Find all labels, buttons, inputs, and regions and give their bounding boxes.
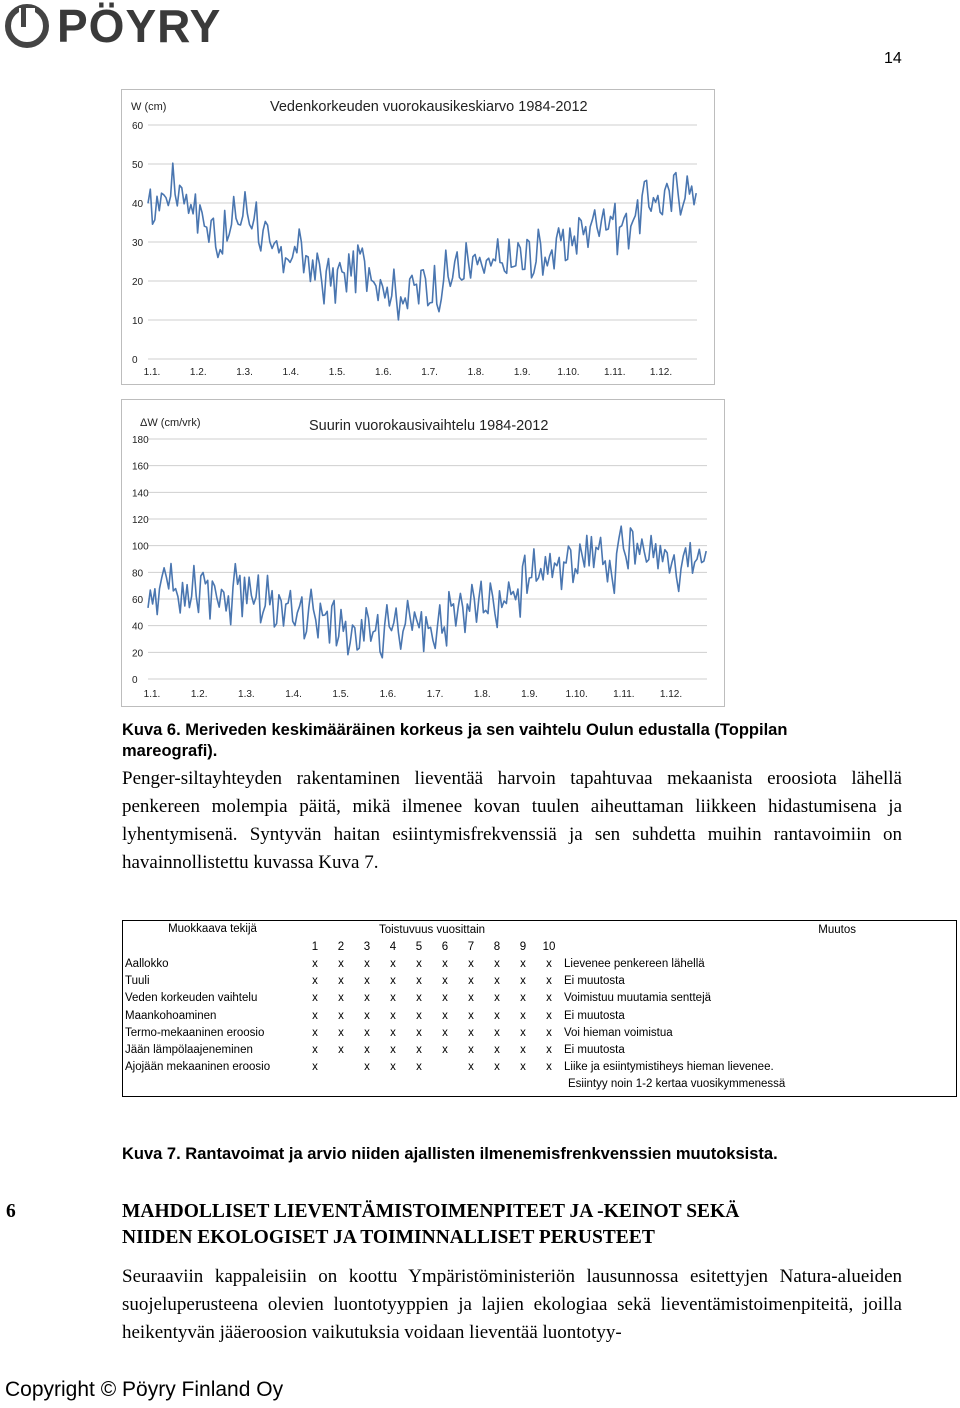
chart1-y-tick-label: 40 — [132, 199, 144, 210]
row-mark: x — [468, 975, 474, 988]
section-title-line-1: MAHDOLLISET LIEVENTÄMISTOIMENPITEET JA -KEINOT SEKÄ — [122, 1201, 740, 1222]
row-mark: x — [364, 957, 370, 970]
freq-number: 2 — [337, 940, 345, 953]
row-mark: x — [338, 1043, 344, 1056]
table-header-row — [123, 921, 957, 939]
row-change: Voimistuu muutamia senttejä — [564, 992, 712, 1005]
row-change: Ei muutosta — [564, 1009, 625, 1022]
chart1-x-tick-label: 1.5. — [328, 367, 346, 378]
row-mark — [328, 1059, 354, 1076]
row-mark: x — [416, 992, 422, 1005]
row-mark: x — [364, 1026, 370, 1039]
row-mark: x — [442, 957, 448, 970]
row-mark: x — [390, 1061, 396, 1074]
freq-number: 4 — [389, 940, 397, 953]
row-mark: x — [338, 1009, 344, 1022]
chart1-plot — [122, 90, 714, 384]
row-mark: x — [494, 1043, 500, 1056]
chart2-y-tick-label: 100 — [132, 541, 149, 553]
row-mark: x — [442, 975, 448, 988]
row-change: Liike ja esiintymistiheys hieman lievenee. — [564, 1061, 774, 1074]
chart1-x-tick-label: 1.12. — [649, 367, 673, 378]
row-mark: x — [364, 1061, 370, 1074]
row-mark: x — [312, 957, 318, 970]
row-mark: x — [312, 992, 318, 1005]
row-mark: x — [390, 1009, 396, 1022]
row-factor: Veden korkeuden vaihtelu — [125, 992, 258, 1005]
chart2-y-tick-label: 140 — [132, 488, 149, 500]
row-mark: x — [520, 1026, 526, 1039]
company-logo — [5, 0, 222, 52]
table-row — [123, 1059, 957, 1076]
chart1-y-tick-label: 10 — [132, 316, 144, 327]
chart2-y-tick-label: 0 — [132, 675, 138, 686]
row-mark: x — [416, 1009, 422, 1022]
header-frequency: Toistuvuus vuosittain — [378, 923, 486, 936]
row-mark: x — [442, 1043, 448, 1056]
row-change: Voi hieman voimistua — [564, 1026, 673, 1039]
row-mark: x — [494, 1026, 500, 1039]
row-mark: x — [416, 975, 422, 988]
row-mark: x — [390, 1043, 396, 1056]
chart1-x-tick-label: 1.1. — [143, 367, 161, 378]
page-number: 14 — [884, 50, 902, 67]
row-factor: Jään lämpölaajeneminen — [125, 1043, 253, 1056]
copyright-footer: Copyright © Pöyry Finland Oy — [5, 1378, 284, 1401]
freq-number: 8 — [493, 940, 501, 953]
chart2-x-tick-label: 1.12. — [659, 689, 683, 700]
chart2-y-tick-label: 120 — [132, 515, 149, 526]
row-mark: x — [312, 1061, 318, 1074]
chart1-y-tick-label: 30 — [132, 238, 144, 249]
table-note: Esiintyy noin 1-2 kertaa vuosikymmenessä — [568, 1078, 786, 1091]
chart2-x-tick-label: 1.2. — [190, 689, 208, 700]
row-factor: Tuuli — [125, 975, 150, 988]
table-note-row — [123, 1076, 957, 1097]
logo-text: PÖYRY — [57, 0, 222, 52]
row-mark: x — [546, 975, 552, 988]
chart2-x-tick-label: 1.4. — [285, 689, 302, 700]
chart1-x-tick-label: 1.11. — [603, 367, 626, 378]
row-mark: x — [364, 975, 370, 988]
row-mark: x — [364, 1009, 370, 1022]
row-mark: x — [468, 1061, 474, 1074]
chart2-x-tick-label: 1.11. — [613, 689, 635, 700]
row-mark: x — [442, 992, 448, 1005]
chart2-x-tick-label: 1.1. — [143, 689, 161, 700]
row-mark: x — [468, 957, 474, 970]
row-factor: Aallokko — [125, 957, 169, 970]
chart1-x-tick-label: 1.10. — [557, 367, 580, 378]
row-mark: x — [546, 1043, 552, 1056]
row-mark: x — [520, 1061, 526, 1074]
row-mark: x — [546, 957, 552, 970]
row-mark: x — [416, 1061, 422, 1074]
section-number: 6 — [6, 1201, 16, 1222]
chart1-x-tick-label: 1.4. — [282, 367, 300, 378]
header-change: Muutos — [818, 923, 856, 936]
row-mark: x — [546, 1009, 552, 1022]
row-mark: x — [312, 1026, 318, 1039]
chart1-unit-label: W (cm) — [131, 101, 167, 113]
chart2-y-tick-label: 20 — [132, 648, 144, 660]
row-mark: x — [390, 992, 396, 1005]
chart2-plot — [122, 400, 724, 706]
chart1-title: Vedenkorkeuden vuorokausikeskiarvo 1984-2012 — [270, 99, 588, 115]
row-mark: x — [416, 1043, 422, 1056]
chart1-x-tick-label: 1.6. — [375, 367, 392, 378]
chart2-x-tick-label: 1.7. — [426, 689, 444, 700]
row-mark: x — [442, 1009, 448, 1022]
row-mark: x — [494, 1009, 500, 1022]
row-mark: x — [338, 992, 344, 1005]
row-mark: x — [312, 975, 318, 988]
row-factor: Maankohoaminen — [125, 1009, 217, 1022]
chart2-x-tick-label: 1.8. — [473, 689, 491, 700]
row-mark: x — [546, 1061, 552, 1074]
chart2-x-tick-label: 1.10. — [565, 689, 588, 700]
row-mark: x — [546, 992, 552, 1005]
chart1-y-tick-label: 20 — [132, 277, 144, 288]
row-mark: x — [468, 1009, 474, 1022]
row-change: Ei muutosta — [564, 975, 625, 988]
table-row — [123, 973, 957, 990]
row-mark: x — [520, 975, 526, 988]
row-mark: x — [494, 992, 500, 1005]
row-mark: x — [442, 1026, 448, 1039]
row-mark: x — [520, 992, 526, 1005]
row-mark: x — [364, 992, 370, 1005]
chart2-unit-label: ΔW (cm/vrk) — [140, 417, 201, 429]
chart1-x-tick-label: 1.2. — [189, 367, 207, 378]
freq-number: 6 — [441, 940, 449, 953]
freq-number: 7 — [467, 940, 475, 953]
chart2-x-tick-label: 1.6. — [379, 689, 397, 700]
paragraph-2: Seuraaviin kappaleisiin on koottu Ympäristöministeriön lausunnossa esitettyjen Natura-alueiden suojeluperusteena olevien luontotyyppien ja lajien ekologiaa sekä lieventämistoimenpiteitä, joilla heikentyvän jääeroosion vaikutuksia voidaan lieventää luontotyy- — [122, 1266, 902, 1343]
chart2-y-tick-label: 180 — [132, 435, 149, 446]
row-mark: x — [416, 1026, 422, 1039]
chart1-x-tick-label: 1.8. — [467, 367, 485, 378]
freq-number: 5 — [415, 940, 423, 953]
row-mark: x — [468, 992, 474, 1005]
chart1-x-tick-label: 1.3. — [236, 367, 253, 378]
row-mark: x — [338, 975, 344, 988]
poyry-logo-icon — [5, 4, 49, 48]
table-row — [123, 1024, 957, 1041]
header-factor: Muokkaava tekijä — [168, 923, 257, 935]
row-change: Ei muutosta — [564, 1043, 625, 1056]
row-mark: x — [494, 1061, 500, 1074]
row-mark: x — [312, 1009, 318, 1022]
row-mark: x — [468, 1043, 474, 1056]
chart2-y-tick-label: 160 — [132, 461, 149, 473]
row-mark: x — [494, 957, 500, 970]
freq-number: 10 — [542, 940, 556, 953]
row-mark: x — [338, 957, 344, 970]
row-mark: x — [520, 957, 526, 970]
chart2-x-tick-label: 1.5. — [332, 689, 350, 700]
row-change: Lievenee penkereen lähellä — [564, 957, 705, 970]
water-level-chart — [121, 89, 715, 385]
row-factor: Termo-mekaaninen eroosio — [125, 1026, 265, 1039]
chart1-y-tick-label: 0 — [132, 355, 138, 366]
section-title-line-2: NIIDEN EKOLOGISET JA TOIMINNALLISET PERUSTEET — [122, 1227, 655, 1248]
chart2-y-tick-label: 80 — [132, 568, 144, 580]
chart2-x-tick-label: 1.3. — [238, 689, 255, 700]
row-factor: Ajojään mekaaninen eroosio — [125, 1061, 271, 1074]
table-row — [123, 1041, 957, 1058]
freq-number: 3 — [363, 940, 371, 953]
row-mark: x — [364, 1043, 370, 1056]
freq-number: 9 — [519, 940, 527, 953]
figure-7-caption: Kuva 7. Rantavoimat ja arvio niiden ajallisten ilmenemisfrenkvenssien muutoksista. — [122, 1145, 778, 1163]
chart1-x-tick-label: 1.7. — [421, 367, 438, 378]
row-mark: x — [338, 1026, 344, 1039]
row-mark: x — [494, 975, 500, 988]
figure-6-caption: Kuva 6. Meriveden keskimääräinen korkeus ja sen vaihtelu Oulun edustalla (Toppilan mareografi). — [122, 721, 788, 760]
chart2-x-tick-label: 1.9. — [521, 689, 538, 700]
row-mark: x — [390, 975, 396, 988]
row-mark — [432, 1059, 458, 1076]
row-mark: x — [312, 1043, 318, 1056]
table-row — [123, 1007, 957, 1024]
row-mark: x — [468, 1026, 474, 1039]
table-row — [123, 955, 957, 972]
chart1-y-tick-label: 60 — [132, 121, 144, 132]
freq-number: 1 — [311, 940, 319, 953]
chart1-x-tick-label: 1.9. — [513, 367, 531, 378]
row-mark: x — [520, 1009, 526, 1022]
row-mark: x — [546, 1026, 552, 1039]
row-mark: x — [390, 1026, 396, 1039]
chart1-y-tick-label: 50 — [132, 160, 144, 171]
row-mark: x — [520, 1043, 526, 1056]
paragraph-1: Penger-siltayhteyden rakentaminen lieventää harvoin tapahtuvaa mekaanista eroosiota lähellä penkereen molempia päitä, mikä ilmenee kovan tuulen aiheuttaman liikkeen hidastumisena ja lyhentymisenä. Syntyvän haitan esiintymisfrekvenssiä ja sen suhdetta muihin rantavoimiin on havainnollistettu kuvassa Kuva 7. — [122, 768, 902, 873]
table-row — [123, 990, 957, 1007]
row-mark: x — [416, 957, 422, 970]
chart2-title: Suurin vuorokausivaihtelu 1984-2012 — [309, 418, 549, 434]
chart2-y-tick-label: 60 — [132, 595, 144, 606]
row-mark: x — [390, 957, 396, 970]
chart2-y-tick-label: 40 — [132, 621, 144, 633]
shore-forces-table — [122, 920, 957, 1097]
daily-variation-chart — [121, 399, 725, 707]
